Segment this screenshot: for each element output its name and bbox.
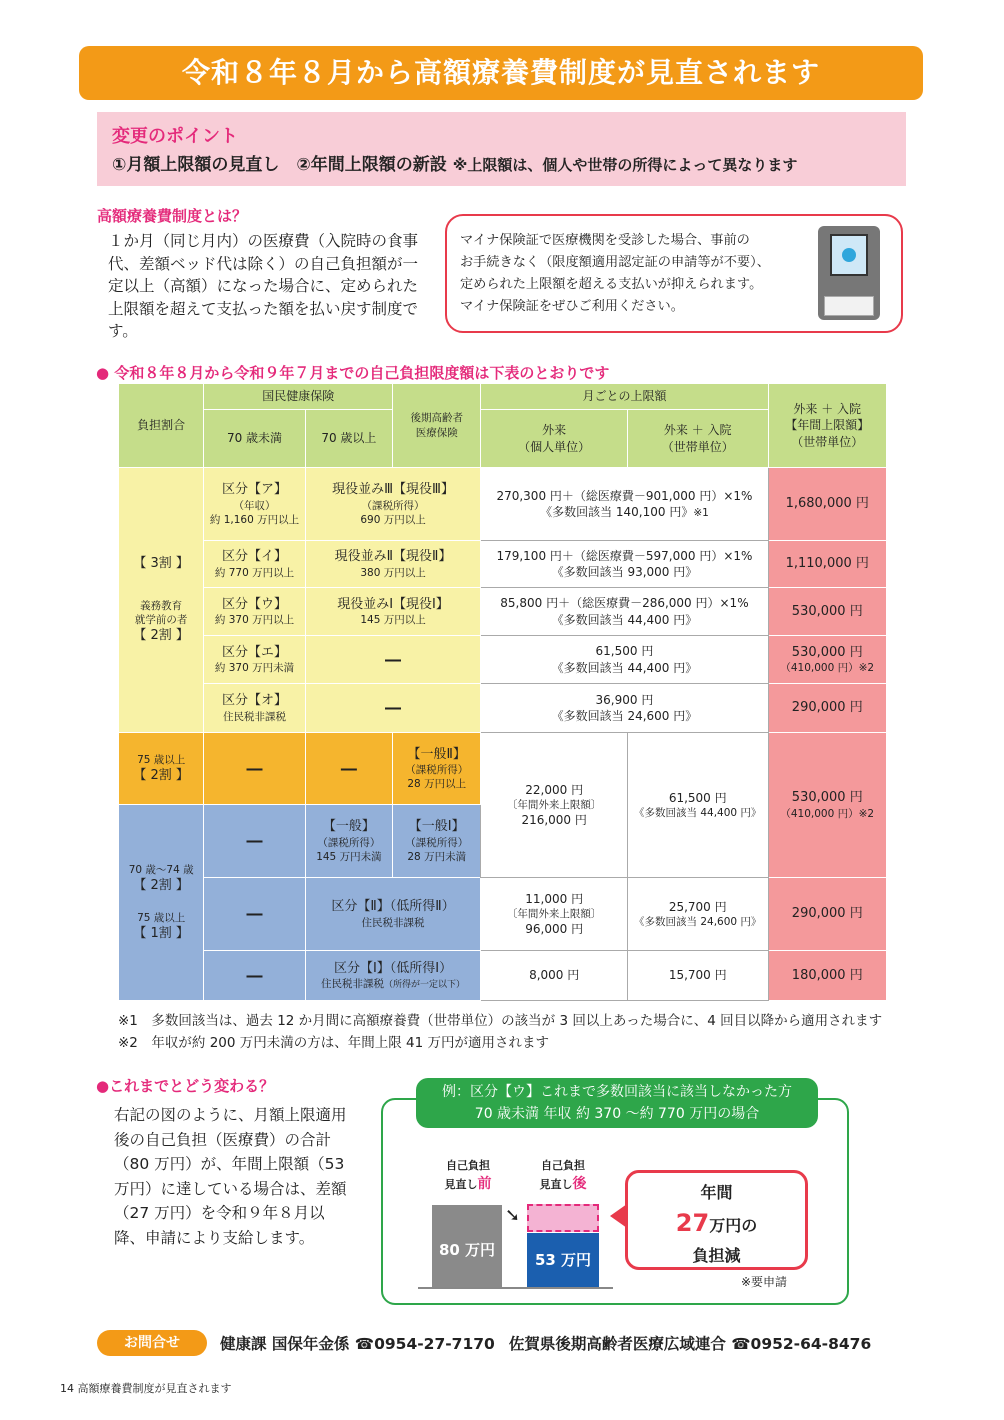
row-e-annual: 530,000 円 （410,000 円）※2 [768, 636, 887, 684]
row-low1-gairai: 8,000 円 [481, 951, 628, 1001]
row-u-kubun: 区分【ウ】 約 370 万円以上 [204, 588, 305, 636]
contact-union: 佐賀県後期高齢者医療広域連合 ☎0952-64-8476 [508, 1335, 872, 1353]
h-kouki: 後期高齢者 医療保険 [393, 384, 481, 468]
row-o-dash: ― [305, 684, 481, 733]
contact-info [220, 1332, 885, 1354]
h-kokuho: 国民健康保険 [204, 384, 393, 410]
h-ratio: 負担割合 [119, 384, 204, 468]
group-75-2wari: 75 歳以上 【 2割 】 [119, 733, 204, 805]
apply-note: ※要申請 [741, 1275, 788, 1289]
row-a-monthly: 270,300 円＋（総医療費－901,000 円）×1% 《多数回該当 140,100 円》※1 [481, 468, 768, 541]
row-low2-annual: 290,000 円 [768, 878, 887, 951]
row-ipan2-dash1: ― [204, 733, 305, 805]
row-low1-annual: 180,000 円 [768, 951, 887, 1001]
card-icon [824, 296, 874, 316]
row-e-monthly: 61,500 円 《多数回該当 44,400 円》 [481, 636, 768, 684]
row-a-kubun: 区分【ア】 （年収） 約 1,160 万円以上 [204, 468, 305, 541]
row-u-monthly: 85,800 円＋（総医療費－286,000 円）×1% 《多数回該当 44,400 円》 [481, 588, 768, 636]
page-footer: 14 高額療養費制度が見直されます [60, 1382, 232, 1395]
row-a-gen: 現役並みⅢ【現役Ⅲ】 （課税所得） 690 万円以上 [305, 468, 481, 541]
h-annual: 外来 ＋ 入院 【年間上限額】 （世帯単位） [768, 384, 887, 468]
contact-city: 健康課 国保年金係 ☎0954-27-7170 [220, 1335, 495, 1353]
label-after: 自己負担 見直し後 [539, 1159, 587, 1192]
row-low1-setai: 15,700 円 [627, 951, 768, 1001]
row-o-annual: 290,000 円 [768, 684, 887, 733]
bar-reduction [527, 1204, 599, 1232]
row-ipan-setai: 61,500 円 《多数回該当 44,400 円》 [627, 733, 768, 878]
row-low1-kubun: 区分【Ⅰ】（低所得Ⅰ） 住民税非課税（所得が一定以下） [305, 951, 481, 1001]
change-heading: ●これまでとどう変わる？ [96, 1077, 275, 1095]
bar-before: 80 万円 [432, 1205, 502, 1287]
row-i-annual: 1,110,000 円 [768, 541, 887, 588]
group-70-74: 70 歳～74 歳 【 2割 】 75 歳以上 【 1割 】 [119, 805, 204, 1001]
example-header: 例：区分【ウ】これまで多数回該当に該当しなかった方 70 歳未満 年収 約 370 ～約 770 万円の場合 [416, 1078, 818, 1128]
page-title: 令和８年８月から高額療養費制度が見直されます [79, 46, 923, 100]
row-ipan-gairai: 22,000 円 〔年間外来上限額〕 216,000 円 [481, 733, 628, 878]
h-lt70: 70 歳未満 [204, 410, 305, 468]
row-ipan-annual: 530,000 円 （410,000 円）※2 [768, 733, 887, 878]
row-ipan-dash: ― [204, 805, 305, 878]
row-low2-dash: ― [204, 878, 305, 951]
h-ge70: 70 歳以上 [305, 410, 392, 468]
table-notes [118, 1010, 882, 1054]
points-heading: 変更のポイント [112, 126, 238, 147]
h-monthly: 月ごとの上限額 [481, 384, 768, 410]
row-u-gen: 現役並みⅠ【現役Ⅰ】 145 万円以上 [305, 588, 481, 636]
row-o-kubun: 区分【オ】 住民税非課税 [204, 684, 305, 733]
row-low2-gairai: 11,000 円 〔年間外来上限額〕 96,000 円 [481, 878, 628, 951]
callout-box: 年間 27万円の 負担減 [625, 1170, 808, 1270]
row-ipan2-dash2: ― [305, 733, 392, 805]
group-3wari: 【 3割 】 義務教育 就学前の者 【 2割 】 [119, 468, 204, 733]
table-title: ● 令和８年８月から令和９年７月までの自己負担限度額は下表のとおりです [96, 364, 610, 382]
face-icon [842, 248, 856, 262]
limit-table [118, 383, 887, 1001]
row-e-dash: ― [305, 636, 481, 684]
row-ipan-kokuho: 【一般】 （課税所得） 145 万円未満 [305, 805, 392, 878]
note-1: ※1 多数回該当は、過去 12 か月間に高額療養費（世帯単位）の該当が 3 回以上あった場合に、4 回目以降から適用されます [118, 1013, 883, 1029]
row-low2-setai: 25,700 円 《多数回該当 24,600 円》 [627, 878, 768, 951]
contact-label: お問合せ [97, 1330, 207, 1356]
row-i-gen: 現役並みⅡ【現役Ⅱ】 380 万円以上 [305, 541, 481, 588]
points-note: ※上限額は、個人や世帯の所得によって異なります [452, 156, 798, 174]
row-ipan-kouki: 【一般Ⅰ】 （課税所得） 28 万円未満 [393, 805, 481, 878]
about-heading: 高額療養費制度とは？ [97, 207, 248, 225]
label-before: 自己負担 見直し前 [444, 1159, 492, 1192]
points-items: ①月額上限額の見直し ②年間上限額の新設 ※上限額は、個人や世帯の所得によって異なります [112, 155, 798, 175]
row-e-kubun: 区分【エ】 約 370 万円未満 [204, 636, 305, 684]
row-i-monthly: 179,100 円＋（総医療費－597,000 円）×1% 《多数回該当 93,000 円》 [481, 541, 768, 588]
note-2: ※2 年収が約 200 万円未満の方は、年間上限 41 万円が適用されます [118, 1035, 550, 1051]
change-body: 右記の図のように、月額上限適用後の自己負担（医療費）の合計（80 万円）が、年間上限額（53 万円）に達している場合は、差額（27 万円）を令和９年８月以降、申請により支給します。 [114, 1106, 347, 1247]
row-i-kubun: 区分【イ】 約 770 万円以上 [204, 541, 305, 588]
myna-text: マイナ保険証で医療機関を受診した場合、事前の お手続きなく（限度額適用認定証の申請等が不要）、 定められた上限額を超える支払いが抑えられます。 マイナ保険証をぜひご利用ください。 [460, 233, 770, 314]
h-gairai-nyuin: 外来 ＋ 入院 （世帯単位） [627, 410, 768, 468]
row-u-annual: 530,000 円 [768, 588, 887, 636]
bar-baseline [418, 1287, 613, 1289]
row-ipan2-kouki: 【一般Ⅱ】 （課税所得） 28 万円以上 [393, 733, 481, 805]
row-a-annual: 1,680,000 円 [768, 468, 887, 541]
h-gairai: 外来 （個人単位） [481, 410, 628, 468]
row-low1-dash: ― [204, 951, 305, 1001]
row-o-monthly: 36,900 円 《多数回該当 24,600 円》 [481, 684, 768, 733]
arrow-icon: ➘ [505, 1205, 521, 1226]
row-low2-kubun: 区分【Ⅱ】（低所得Ⅱ） 住民税非課税 [305, 878, 481, 951]
bar-after: 53 万円 [527, 1233, 599, 1287]
about-body: １か月（同じ月内）の医療費（入院時の食事代、差額ベッド代は除く）の自己負担額が一定以上（高額）になった場合に、定められた上限額を超えて支払った額を払い戻す制度です。 [108, 232, 419, 340]
